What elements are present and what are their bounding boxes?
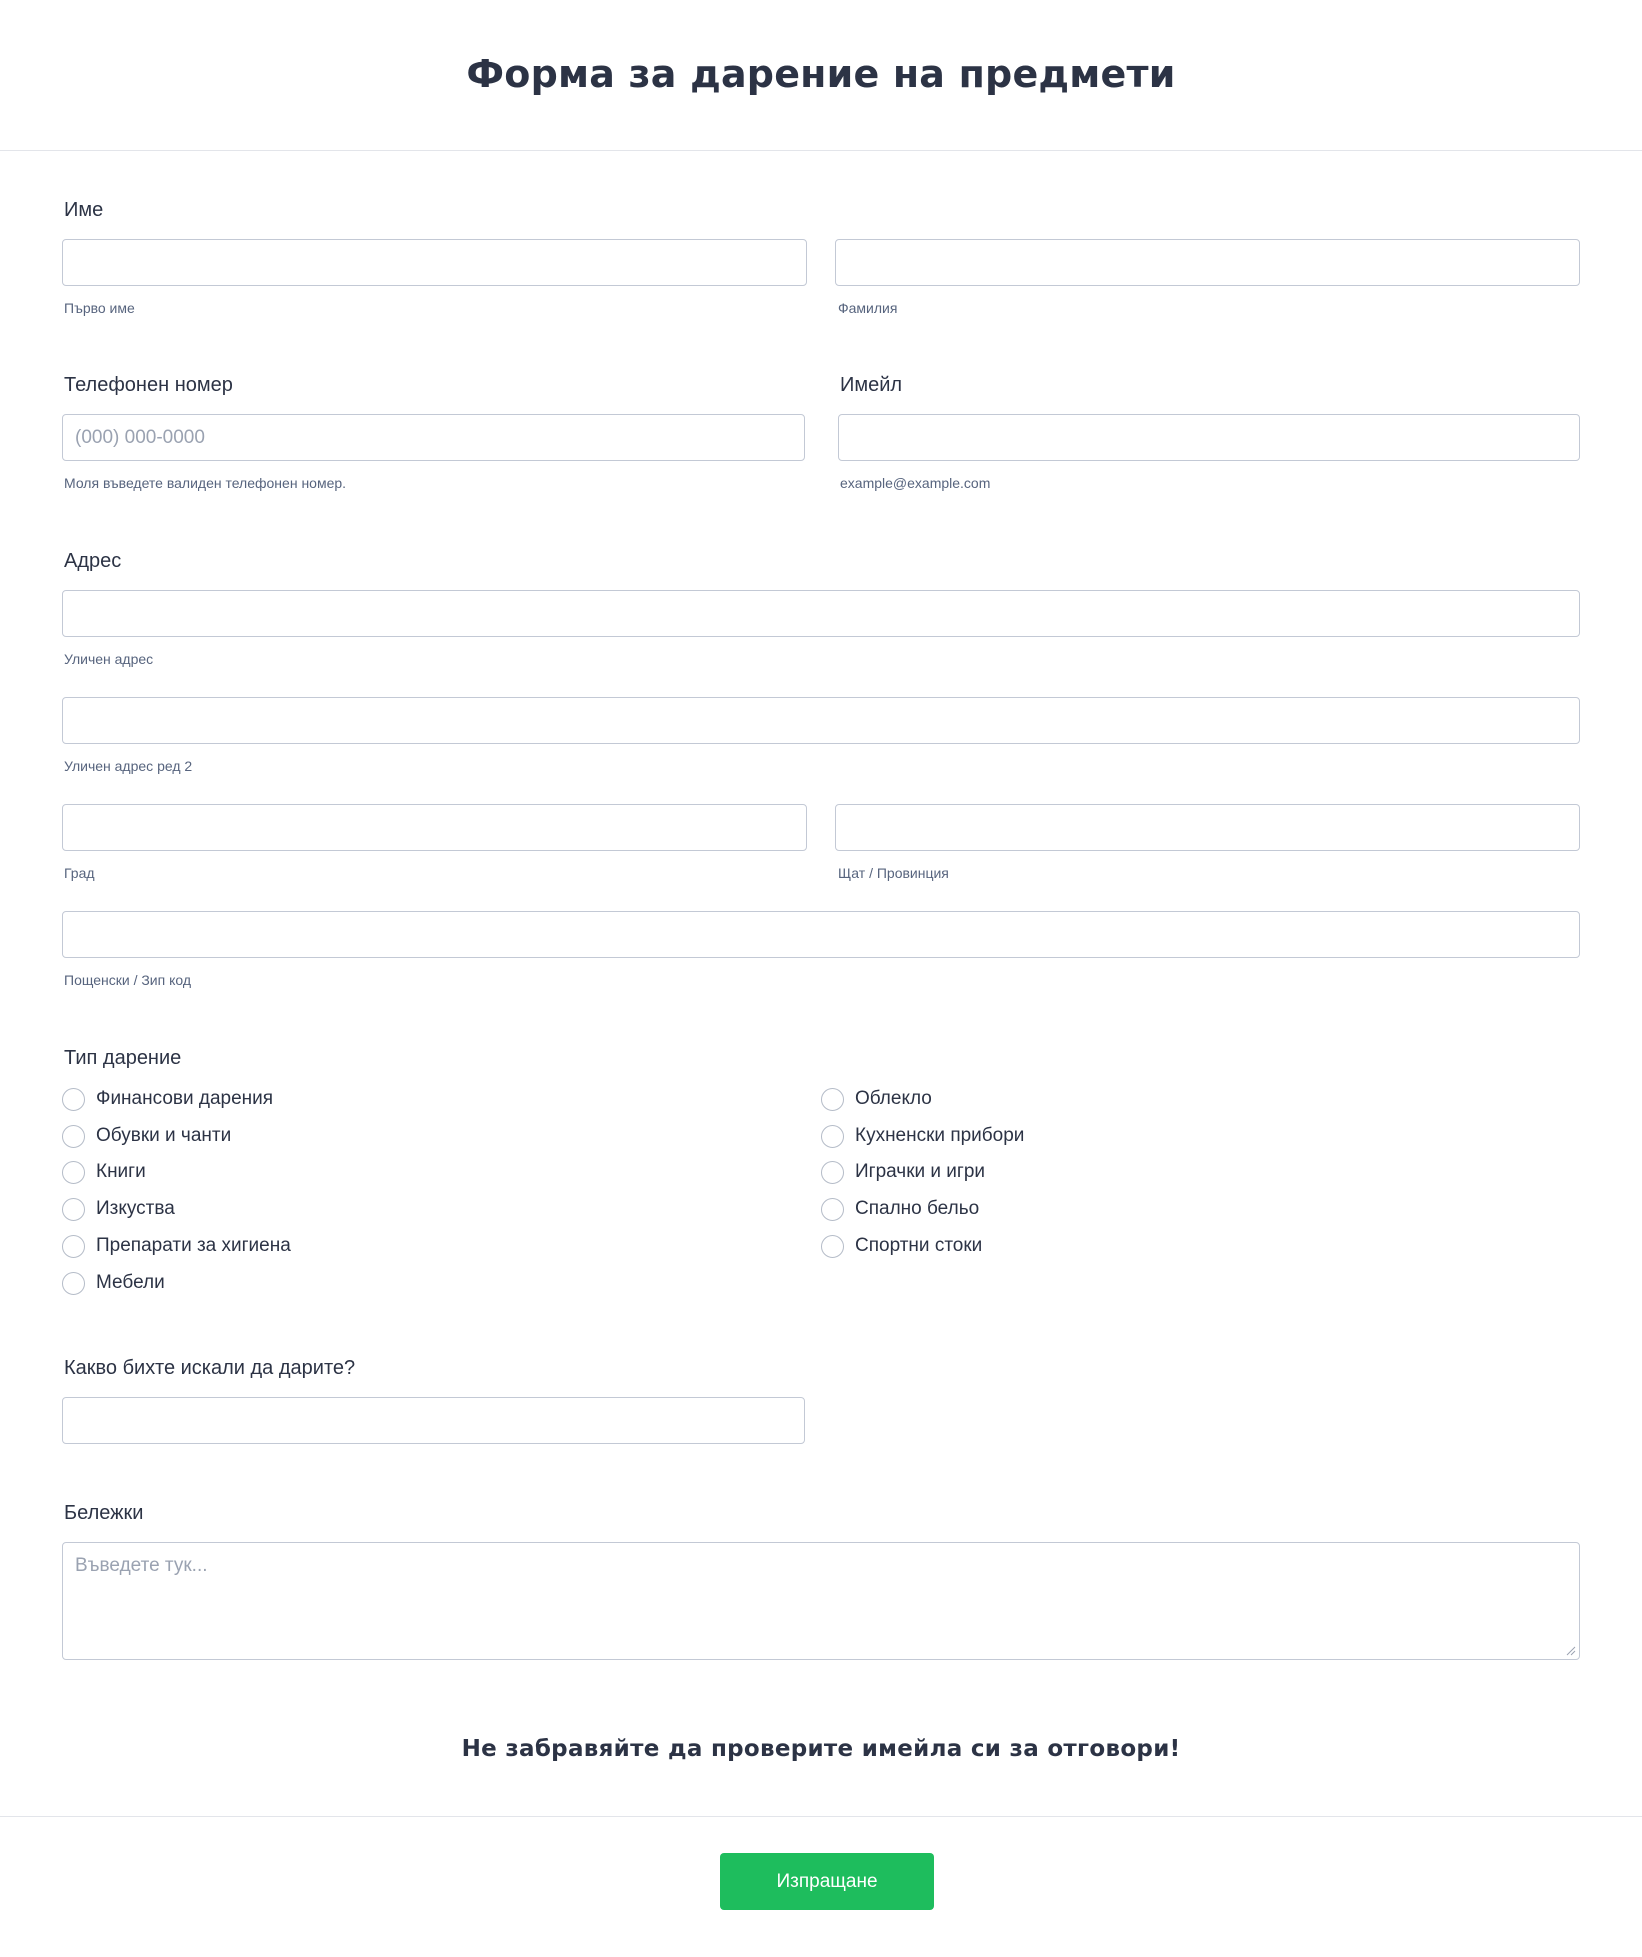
reminder-text: Не забравяйте да проверите имейла си за отговори! xyxy=(461,1736,1181,1762)
radio-circle-icon[interactable] xyxy=(62,1088,85,1111)
zip-input[interactable] xyxy=(62,911,1580,958)
donation-option-financial[interactable] xyxy=(62,1085,273,1113)
street-address-input[interactable] xyxy=(62,590,1580,637)
donation-option-clothing[interactable] xyxy=(821,1085,932,1113)
zip-sublabel: Пощенски / Зип код xyxy=(64,972,192,988)
radio-circle-icon[interactable] xyxy=(821,1161,844,1184)
email-input[interactable] xyxy=(838,414,1580,461)
state-sublabel: Щат / Провинция xyxy=(838,865,949,881)
city-input[interactable] xyxy=(62,804,807,851)
what-donate-label: Какво бихте искали да дарите? xyxy=(64,1357,356,1379)
donation-option-sports-goods[interactable] xyxy=(821,1232,982,1260)
first-name-input[interactable] xyxy=(62,239,807,286)
phone-label: Телефонен номер xyxy=(64,374,233,396)
donation-option-arts[interactable] xyxy=(62,1195,175,1223)
radio-option-label: Препарати за хигиена xyxy=(96,1235,291,1256)
donation-type-label: Тип дарение xyxy=(64,1047,182,1069)
name-label: Име xyxy=(64,199,104,221)
radio-option-label: Книги xyxy=(96,1161,146,1182)
address-label: Адрес xyxy=(64,550,122,572)
radio-circle-icon[interactable] xyxy=(62,1125,85,1148)
radio-circle-icon[interactable] xyxy=(62,1235,85,1258)
radio-circle-icon[interactable] xyxy=(62,1272,85,1295)
radio-circle-icon[interactable] xyxy=(62,1161,85,1184)
radio-circle-icon[interactable] xyxy=(821,1198,844,1221)
radio-circle-icon[interactable] xyxy=(62,1198,85,1221)
donation-option-furniture[interactable] xyxy=(62,1269,165,1297)
donation-option-kitchenware[interactable] xyxy=(821,1122,1024,1150)
radio-option-label: Облекло xyxy=(855,1088,932,1109)
donation-option-shoes-bags[interactable] xyxy=(62,1122,231,1150)
donation-option-toys-games[interactable] xyxy=(821,1158,985,1186)
footer-divider xyxy=(0,1816,1642,1817)
notes-textarea[interactable] xyxy=(62,1542,1580,1660)
donation-option-books[interactable] xyxy=(62,1158,146,1186)
radio-option-label: Мебели xyxy=(96,1272,165,1293)
form-header xyxy=(0,0,1642,151)
last-name-sublabel: Фамилия xyxy=(838,300,898,316)
street-address-2-input[interactable] xyxy=(62,697,1580,744)
street-address-2-sublabel: Уличен адрес ред 2 xyxy=(64,758,193,774)
email-label: Имейл xyxy=(840,374,903,396)
radio-option-label: Изкуства xyxy=(96,1198,175,1219)
notes-label: Бележки xyxy=(64,1502,144,1524)
what-donate-input[interactable] xyxy=(62,1397,805,1444)
submit-button[interactable]: Изпращане xyxy=(720,1853,934,1910)
radio-option-label: Финансови дарения xyxy=(96,1088,274,1109)
street-address-sublabel: Уличен адрес xyxy=(64,651,154,667)
state-input[interactable] xyxy=(835,804,1580,851)
radio-option-label: Спално бельо xyxy=(855,1198,980,1219)
radio-option-label: Играчки и игри xyxy=(855,1161,986,1182)
resize-grip-icon[interactable] xyxy=(1566,1646,1576,1656)
last-name-input[interactable] xyxy=(835,239,1580,286)
donation-option-bedding[interactable] xyxy=(821,1195,979,1223)
email-sublabel: example@example.com xyxy=(840,475,991,491)
radio-option-label: Кухненски прибори xyxy=(855,1125,1025,1146)
city-sublabel: Град xyxy=(64,865,95,881)
form-title: Форма за дарение на предмети xyxy=(466,52,1176,96)
phone-input[interactable] xyxy=(62,414,805,461)
radio-circle-icon[interactable] xyxy=(821,1235,844,1258)
first-name-sublabel: Първо име xyxy=(64,300,135,316)
donation-option-hygiene[interactable] xyxy=(62,1232,291,1260)
radio-circle-icon[interactable] xyxy=(821,1125,844,1148)
radio-option-label: Обувки и чанти xyxy=(96,1125,232,1146)
radio-option-label: Спортни стоки xyxy=(855,1235,983,1256)
phone-sublabel: Моля въведете валиден телефонен номер. xyxy=(64,475,347,491)
radio-circle-icon[interactable] xyxy=(821,1088,844,1111)
